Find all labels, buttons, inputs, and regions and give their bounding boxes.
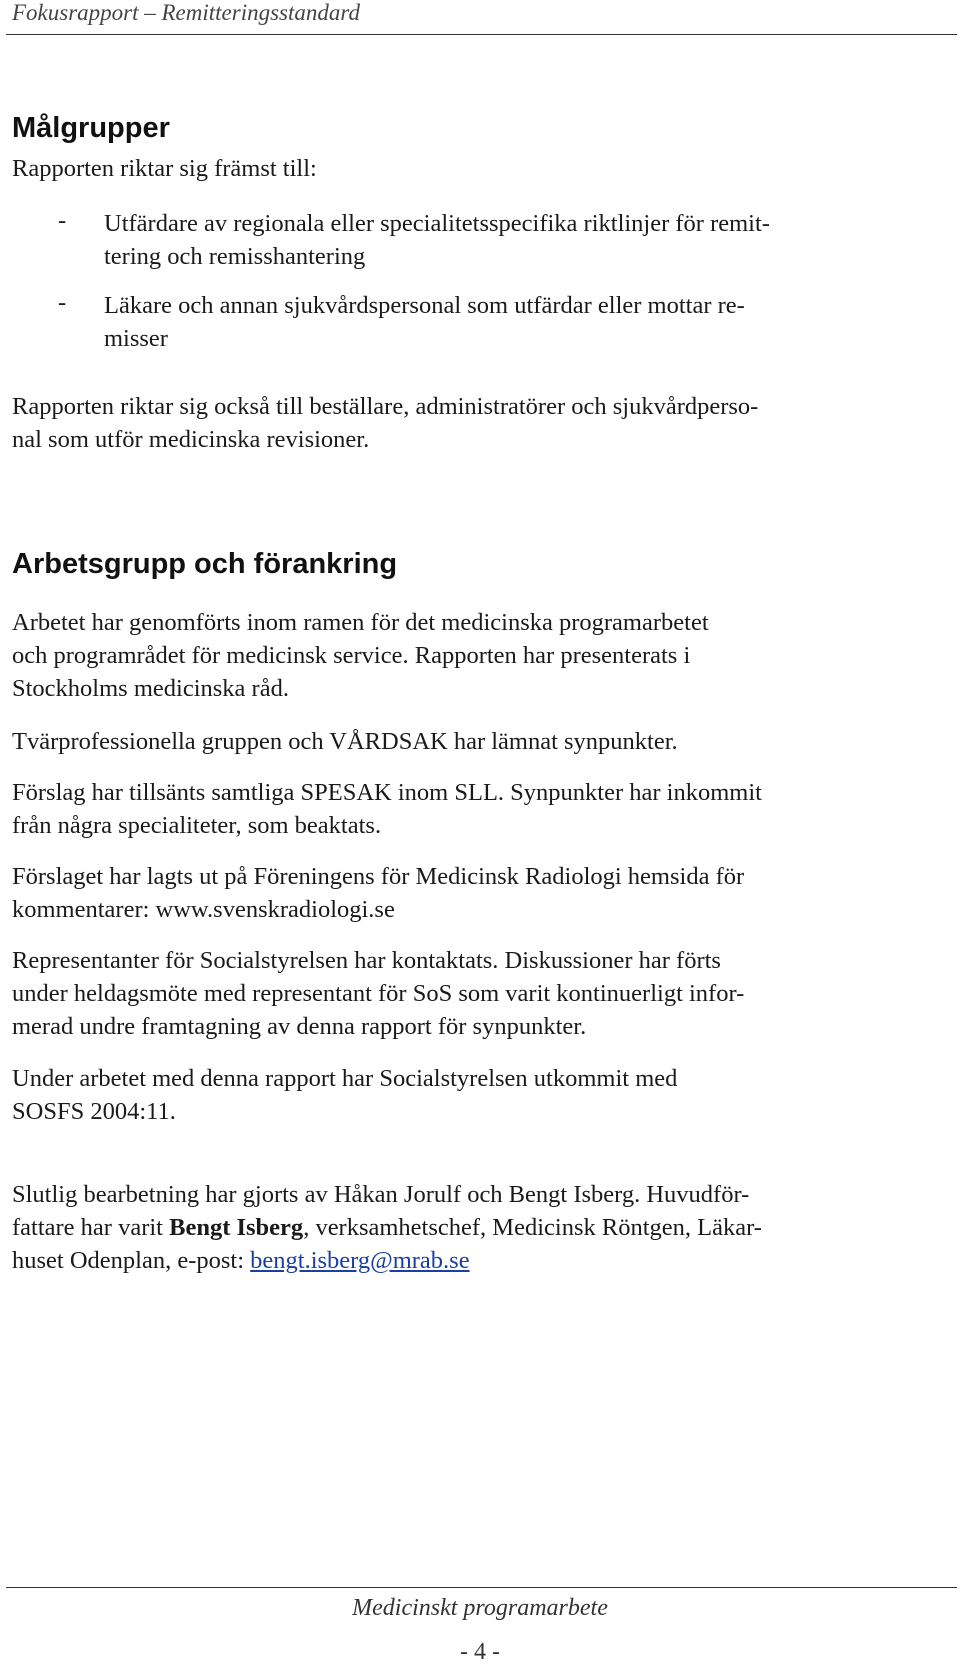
p5-line-2: under heldagsmöte med representant för SoS som varit kontinuerligt infor- — [12, 980, 745, 1007]
email-link[interactable]: bengt.isberg@mrab.se — [250, 1247, 470, 1274]
p5-line-1: Representanter för Socialstyrelsen har kontaktats. Diskussioner har förts — [12, 947, 721, 974]
p1-line-2: och programrådet för medicinsk service. Rapporten har presenterats i — [12, 642, 691, 669]
bullet-1-line-2: tering och remisshantering — [104, 243, 366, 270]
main-author-name: Bengt Isberg — [169, 1214, 304, 1241]
p3-line-2: från några specialiteter, som beaktats. — [12, 812, 382, 839]
page-number: - 4 - — [460, 1639, 500, 1665]
p4-line-2: kommentarer: www.svenskradiologi.se — [12, 896, 395, 923]
p7-line-3 — [12, 1244, 942, 1277]
target-paragraph-line-2: nal som utför medicinska revisioner. — [12, 426, 370, 453]
header-divider — [6, 34, 957, 35]
p3-line-1: Förslag har tillsänts samtliga SPESAK inom SLL. Synpunkter har inkommit — [12, 779, 762, 806]
bullet-1-line-1: Utfärdare av regionala eller specialitetsspecifika riktlinjer för remit- — [104, 210, 770, 237]
p1-line-3: Stockholms medicinska råd. — [12, 675, 289, 702]
p7-line-2-end: , verksamhetschef, Medicinsk Röntgen, Läkar- — [303, 1214, 762, 1241]
target-intro: Rapporten riktar sig främst till: — [12, 155, 317, 182]
target-paragraph-line-1: Rapporten riktar sig också till beställare, administratörer och sjukvårdperso- — [12, 393, 759, 420]
paragraph-hemsida — [12, 860, 942, 926]
bullet-2-line-1: Läkare och annan sjukvårdspersonal som utfärdar eller mottar re- — [104, 292, 745, 319]
p4-line-1: Förslaget har lagts ut på Föreningens för Medicinsk Radiologi hemsida för — [12, 863, 745, 890]
paragraph-sosfs — [12, 1062, 942, 1128]
paragraph-socialstyrelsen — [12, 944, 942, 1043]
p6-line-2: SOSFS 2004:11. — [12, 1098, 176, 1125]
paragraph-vardsak: Tvärprofessionella gruppen och VÅRDSAK har lämnat synpunkter. — [12, 728, 678, 755]
paragraph-spesak — [12, 776, 942, 842]
paragraph-programarbete — [12, 606, 942, 705]
bullet-dash-2: - — [58, 289, 67, 316]
bullet-dash-1: - — [58, 207, 67, 234]
running-footer: Medicinskt programarbete — [352, 1595, 608, 1621]
paragraph-authors — [12, 1178, 942, 1277]
bullet-2-line-2: misser — [104, 325, 168, 352]
p1-line-1: Arbetet har genomförts inom ramen för det medicinska programarbetet — [12, 609, 709, 636]
p7-line-3-start: huset Odenplan, e-post: — [12, 1247, 251, 1274]
p7-line-2 — [12, 1211, 942, 1244]
heading-arbetsgrupp: Arbetsgrupp och förankring — [12, 548, 398, 580]
p7-line-1: Slutlig bearbetning har gjorts av Håkan Jorulf och Bengt Isberg. Huvudför- — [12, 1181, 750, 1208]
p5-line-3: merad undre framtagning av denna rapport för synpunkter. — [12, 1013, 587, 1040]
footer-divider — [6, 1587, 957, 1588]
bullet-item-1 — [104, 207, 944, 273]
running-header: Fokusrapport – Remitteringsstandard — [12, 0, 360, 25]
heading-malgrupper: Målgrupper — [12, 112, 170, 144]
target-paragraph — [12, 390, 942, 456]
bullet-item-2 — [104, 289, 944, 355]
p7-line-2-start: fattare har varit — [12, 1214, 170, 1241]
p6-line-1: Under arbetet med denna rapport har Socialstyrelsen utkommit med — [12, 1065, 678, 1092]
